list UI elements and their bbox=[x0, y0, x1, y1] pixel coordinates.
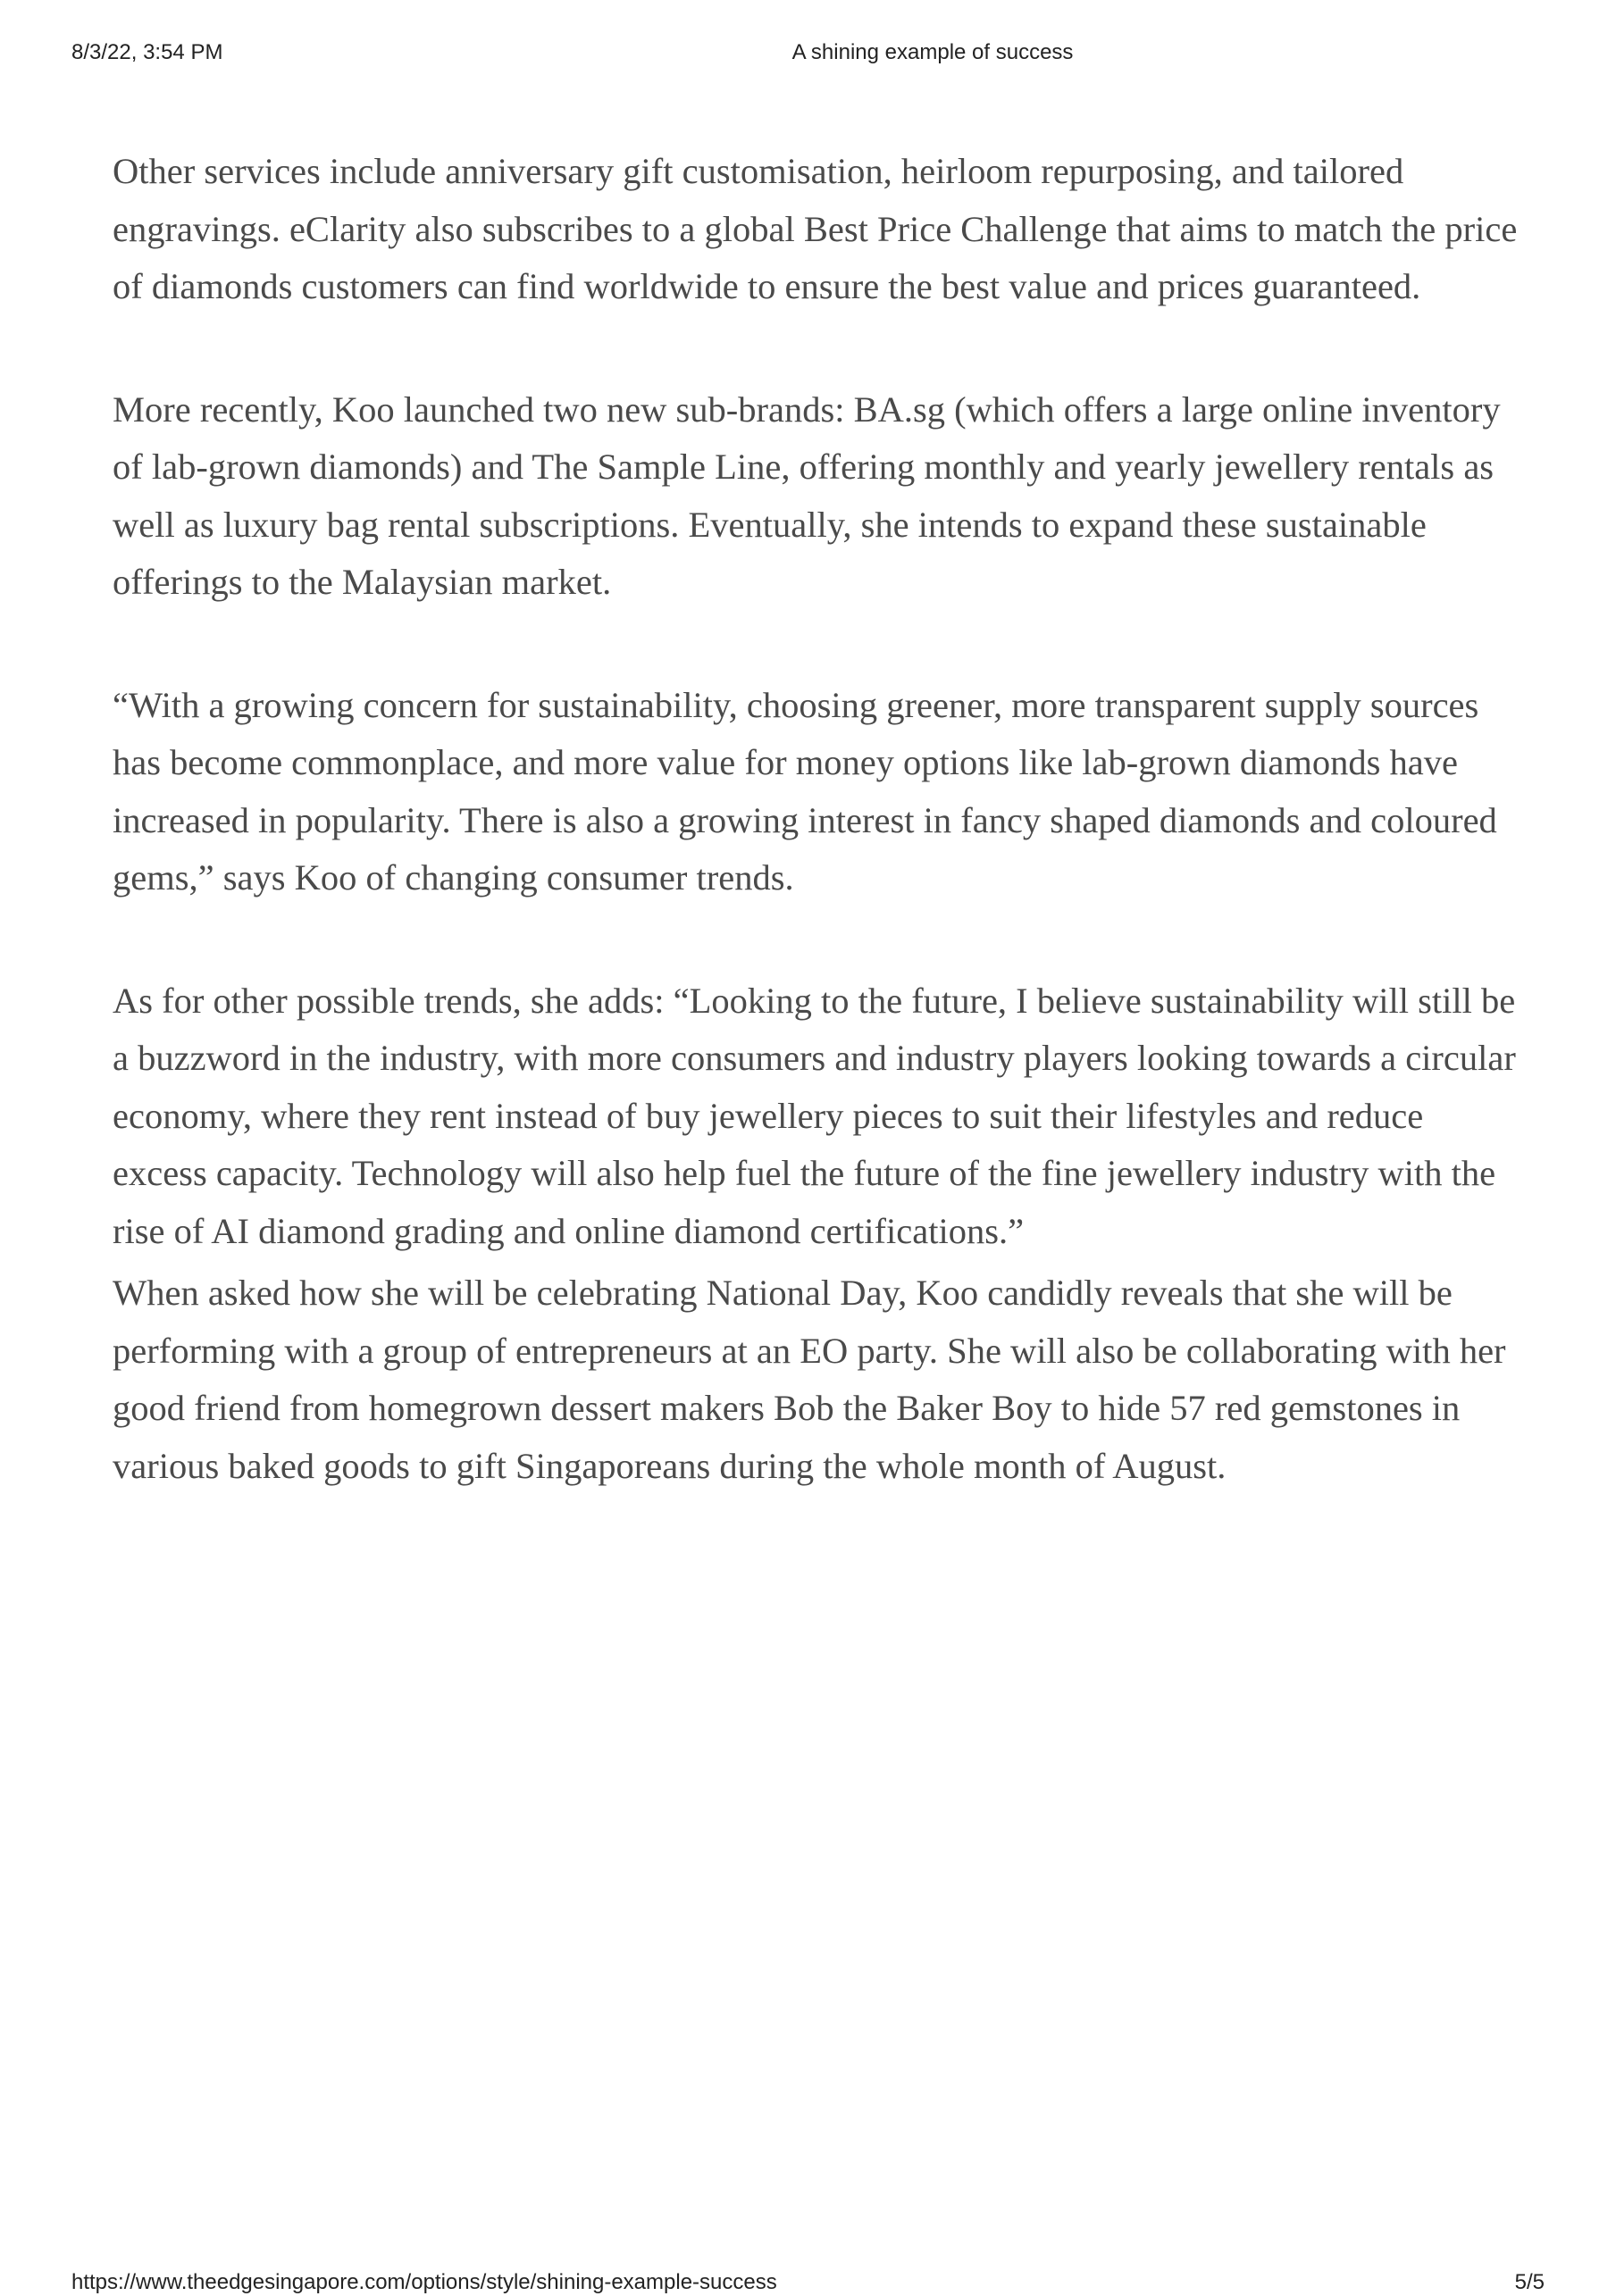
print-page-title: A shining example of success bbox=[791, 40, 1074, 64]
print-footer bbox=[0, 2269, 1616, 2296]
article-paragraph: As for other possible trends, she adds: “Looking to the future, I believe sustainability will still be a buzzword in the industry, with more consumers and industry players looking towards a circular economy, where they rent instead of buy jewellery pieces to suit their lifestyles and reduce excess capacity. Technology will also help fuel the future of the fine jewellery industry with the rise of AI diamond grading and online diamond certifications.” bbox=[113, 980, 1516, 1251]
print-header bbox=[0, 39, 1616, 66]
article-paragraph: “With a growing concern for sustainability, choosing greener, more transparent supply sources has become commonplace, and more value for money options like lab-grown diamonds have increased in popularity. There is also a growing interest in fancy shaped diamonds and coloured gems,” says Koo of changing consumer trends. bbox=[113, 684, 1497, 898]
article-body bbox=[113, 143, 1520, 1560]
print-page-number: 5/5 bbox=[1514, 2270, 1545, 2294]
print-datetime: 8/3/22, 3:54 PM bbox=[71, 40, 223, 64]
article-paragraph: Other services include anniversary gift customisation, heirloom repurposing, and tailored engravings. eClarity also subscribes to a global Best Price Challenge that aims to match the price of diamonds customers can find worldwide to ensure the best value and prices guaranteed. bbox=[113, 151, 1518, 306]
print-url[interactable]: https://www.theedgesingapore.com/options/style/shining-example-success bbox=[71, 2270, 777, 2294]
article-paragraph: When asked how she will be celebrating National Day, Koo candidly reveals that she will be performing with a group of entrepreneurs at an EO party. She will also be collaborating with her good friend from homegrown dessert makers Bob the Baker Boy to hide 57 red gemstones in various baked goods to gift Singaporeans during the whole month of August. bbox=[113, 1273, 1506, 1486]
article-paragraph: More recently, Koo launched two new sub-brands: BA.sg (which offers a large online inventory of lab-grown diamonds) and The Sample Line, offering monthly and yearly jewellery rentals as well as luxury bag rental subscriptions. Eventually, she intends to expand these sustainable offerings to the Malaysian market. bbox=[113, 388, 1501, 602]
